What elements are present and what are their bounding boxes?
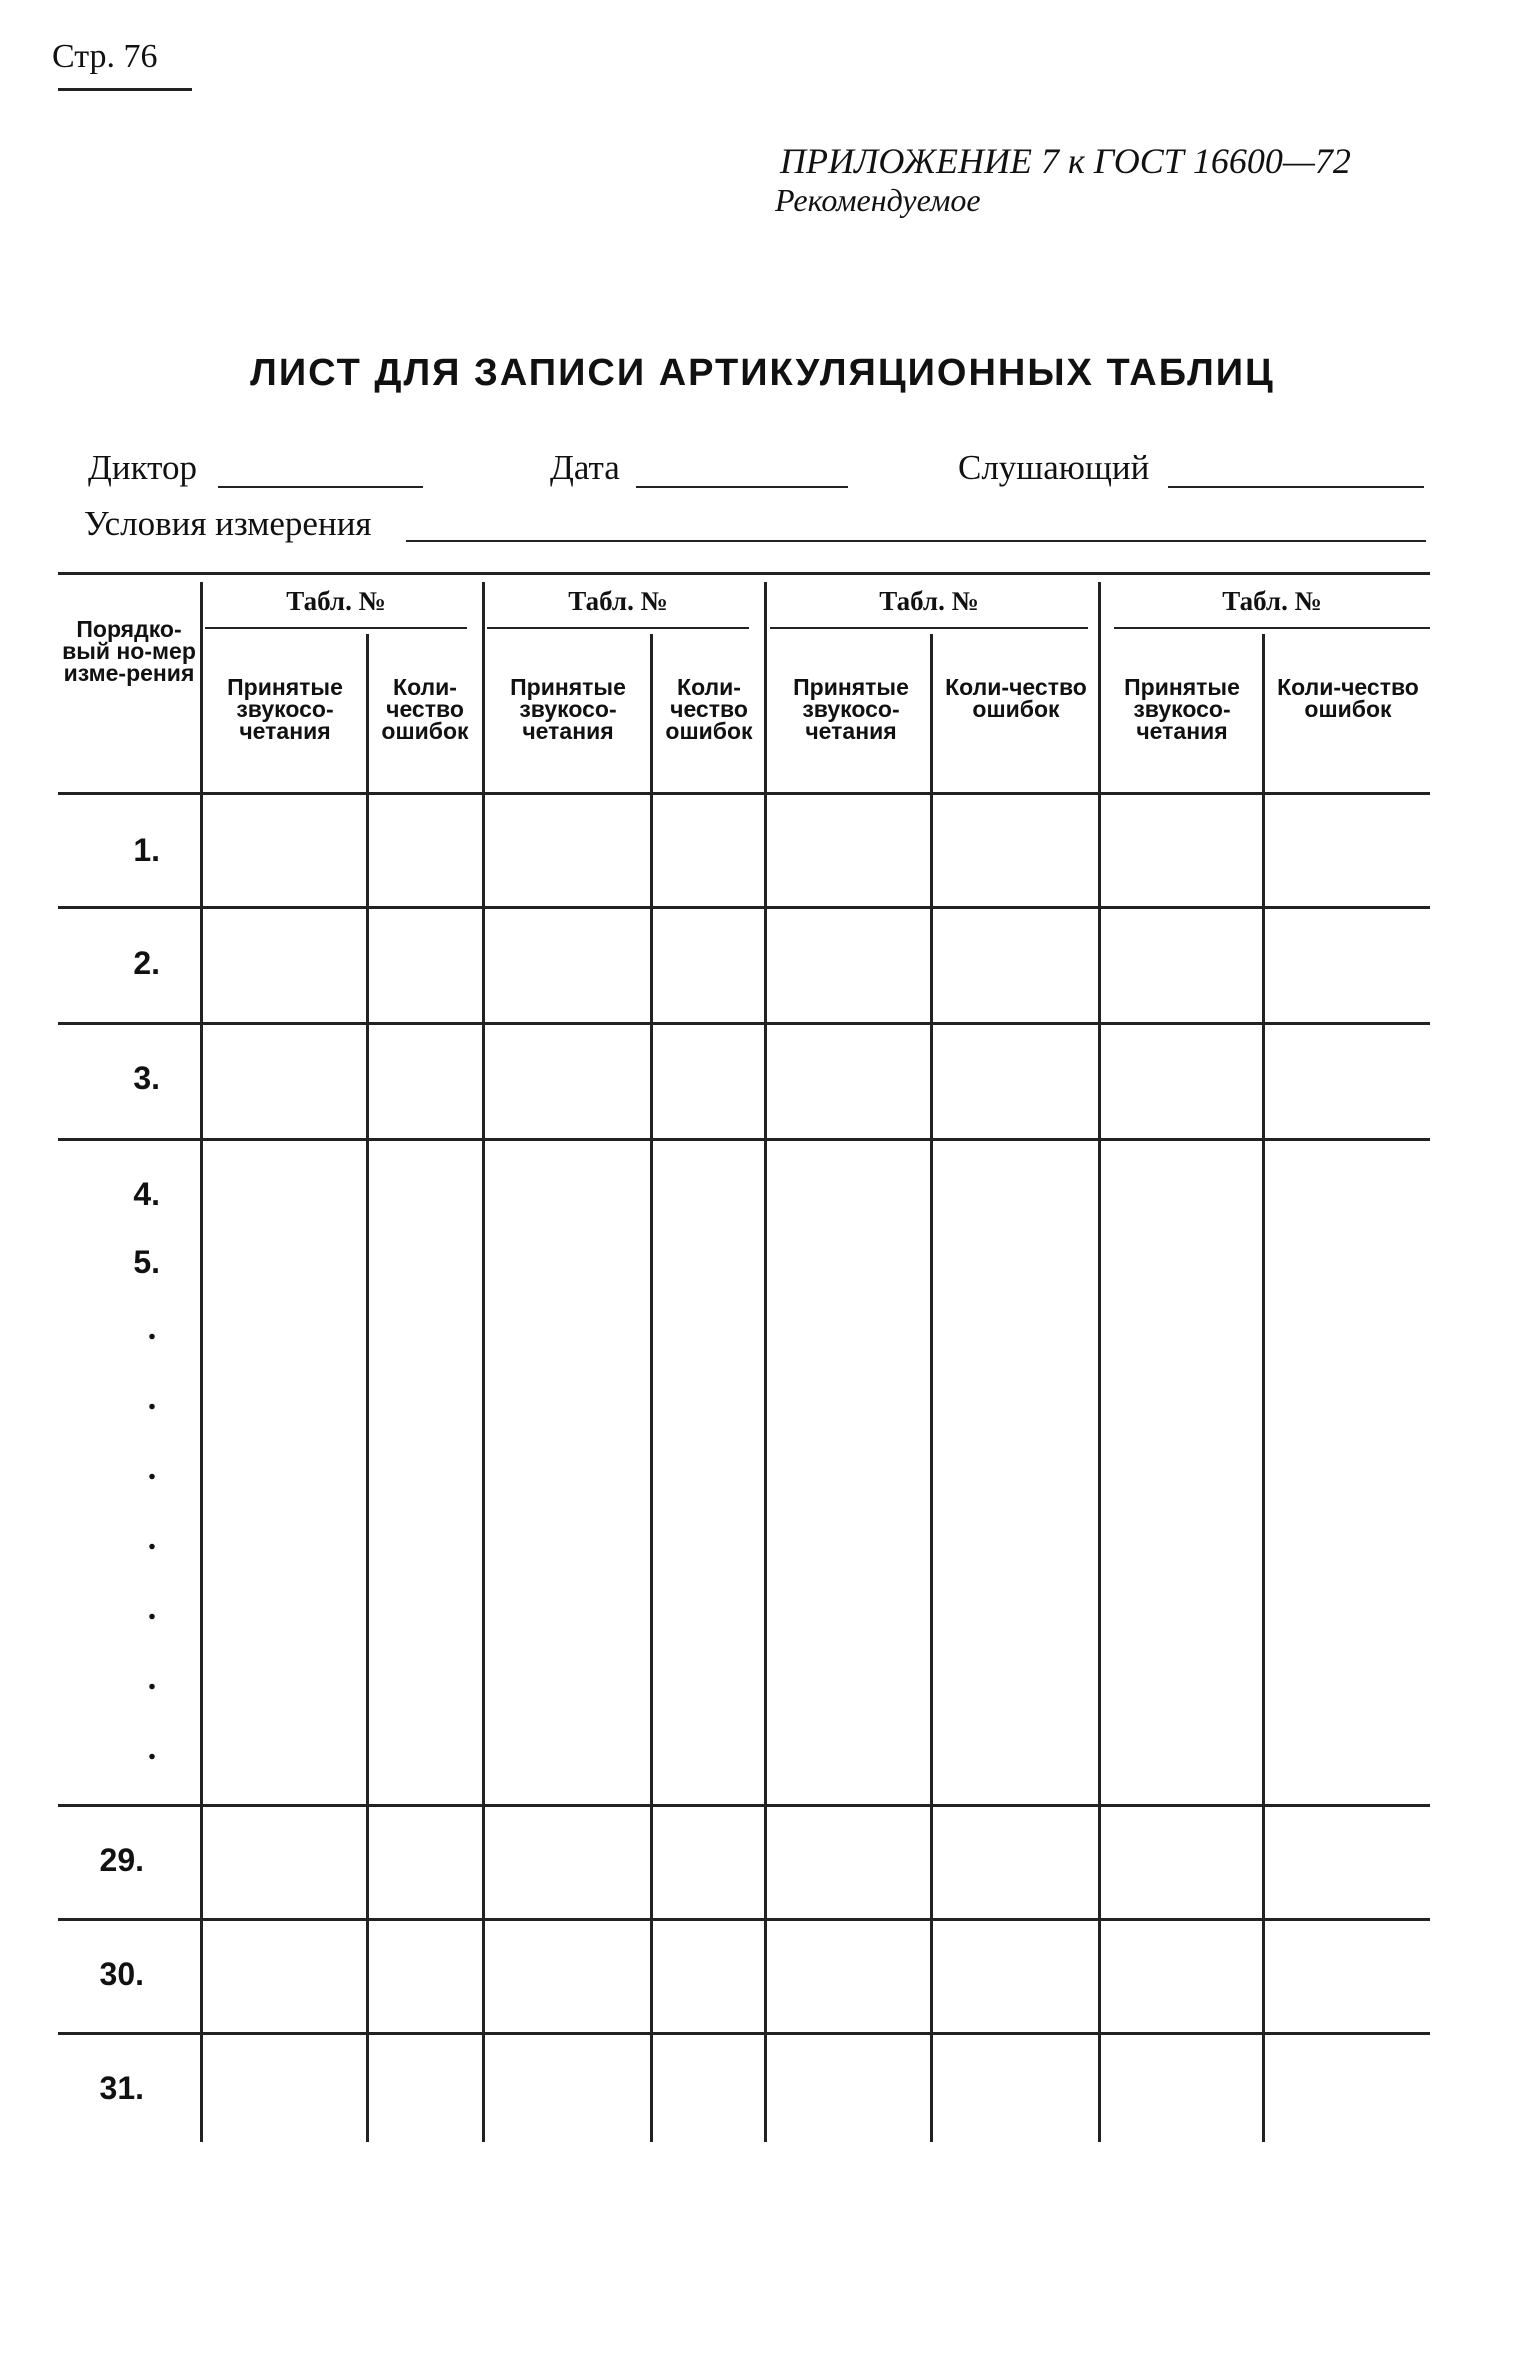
group1-header: Табл. №	[286, 586, 386, 616]
page-number-underline	[58, 88, 192, 91]
g2-accepted-header: Принятые звукосо-четания	[510, 674, 626, 744]
g4-errors-header: Коли-чество ошибок	[1277, 674, 1419, 722]
ellipsis-dot: .	[147, 1450, 157, 1487]
ellipsis-dot: .	[147, 1730, 157, 1767]
ellipsis-dot: .	[147, 1590, 157, 1627]
g1-errors-header: Коли-чество ошибок	[381, 674, 469, 744]
appendix-title: ПРИЛОЖЕНИЕ 7 к ГОСТ 16600—72	[780, 141, 1351, 181]
table-top-border	[58, 572, 1430, 575]
g4-accepted-header: Принятые звукосо-четания	[1124, 674, 1240, 744]
row-number: 4.	[133, 1176, 160, 1212]
ellipsis-dot: .	[147, 1660, 157, 1697]
row-separator	[58, 1022, 1430, 1025]
row-number: 5.	[133, 1244, 160, 1280]
group4-subline	[1114, 627, 1430, 629]
conditions-label: Условия измерения	[84, 504, 372, 543]
col-divider-g1-g2	[482, 582, 485, 2142]
speaker-field-line[interactable]	[218, 486, 423, 488]
speaker-label: Диктор	[88, 448, 197, 487]
row-number: 29.	[99, 1842, 144, 1878]
group4-header: Табл. №	[1222, 586, 1322, 616]
header-bottom-border	[58, 792, 1430, 795]
row-number: 2.	[133, 945, 160, 981]
page-number: Стр. 76	[52, 38, 158, 75]
group2-header: Табл. №	[568, 586, 668, 616]
group1-subline	[205, 627, 467, 629]
col-divider-g3	[930, 634, 933, 2142]
order-column-header: Порядко-вый но-мер изме-рения	[62, 616, 196, 686]
group3-header: Табл. №	[879, 586, 979, 616]
ellipsis-dot: .	[147, 1310, 157, 1347]
listener-label: Слушающий	[958, 448, 1150, 487]
col-divider-order	[200, 582, 203, 2142]
row-number: 1.	[133, 832, 160, 868]
appendix-note: Рекомендуемое	[775, 182, 981, 218]
ellipsis-dot: .	[147, 1380, 157, 1417]
row-separator	[58, 1804, 1430, 1807]
row-number: 31.	[99, 2070, 144, 2106]
conditions-field-line[interactable]	[406, 540, 1426, 542]
group3-subline	[770, 627, 1088, 629]
col-divider-g4	[1262, 634, 1265, 2142]
g3-accepted-header: Принятые звукосо-четания	[793, 674, 909, 744]
row-separator	[58, 906, 1430, 909]
col-divider-g1	[366, 634, 369, 2142]
row-separator	[58, 1918, 1430, 1921]
col-divider-g3-g4	[1098, 582, 1101, 2142]
row-number: 30.	[99, 1956, 144, 1992]
listener-field-line[interactable]	[1168, 486, 1424, 488]
row-number: 3.	[133, 1060, 160, 1096]
document-title: ЛИСТ ДЛЯ ЗАПИСИ АРТИКУЛЯЦИОННЫХ ТАБЛИЦ	[250, 352, 1275, 394]
group2-subline	[487, 627, 749, 629]
date-label: Дата	[550, 448, 620, 487]
col-divider-g2	[650, 634, 653, 2142]
col-divider-g2-g3	[764, 582, 767, 2142]
row-separator	[58, 1138, 1430, 1141]
g1-accepted-header: Принятые звукосо-четания	[227, 674, 343, 744]
g3-errors-header: Коли-чество ошибок	[945, 674, 1087, 722]
date-field-line[interactable]	[636, 486, 848, 488]
ellipsis-dot: .	[147, 1520, 157, 1557]
g2-errors-header: Коли-чество ошибок	[665, 674, 753, 744]
row-separator	[58, 2032, 1430, 2035]
